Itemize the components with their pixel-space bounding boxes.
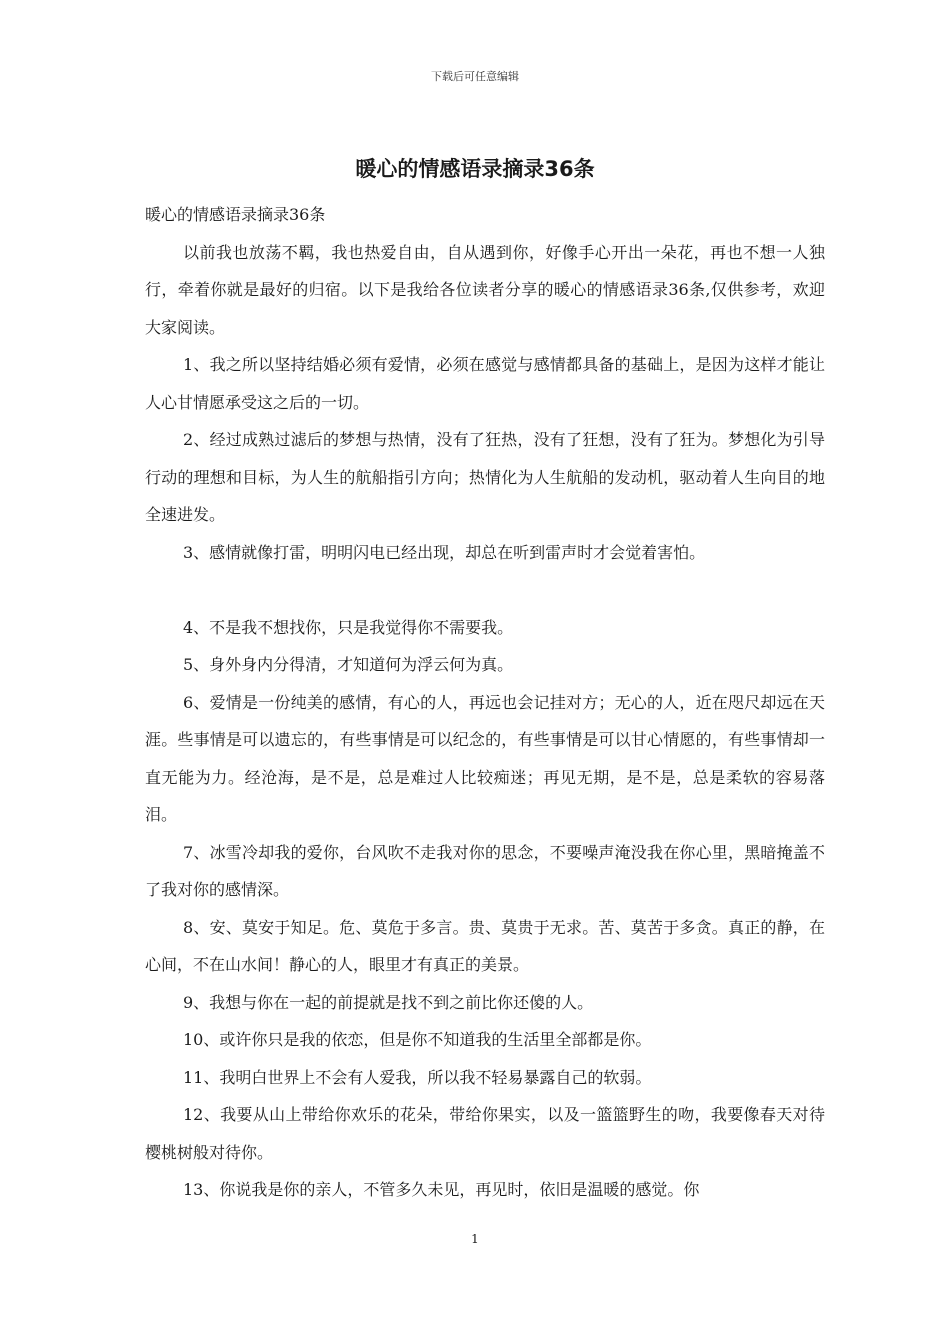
document-title: 暖心的情感语录摘录36条	[355, 157, 595, 181]
quote-paragraph-13: 13、你说我是你的亲人，不管多久未见，再见时，依旧是温暖的感觉。你	[183, 1180, 700, 1199]
page-number: 1	[471, 1232, 479, 1246]
document-body	[145, 196, 825, 1209]
quote-paragraph-2: 2、经过成熟过滤后的梦想与热情，没有了狂热，没有了狂想，没有了狂为。梦想化为引导行动的理想和目标，为人生的航船指引方向；热情化为人生航船的发动机，驱动着人生向目的地全速进发。	[145, 430, 825, 524]
intro-paragraph: 以前我也放荡不羁，我也热爱自由，自从遇到你，好像手心开出一朵花，再也不想一人独行，牵着你就是最好的归宿。以下是我给各位读者分享的暖心的情感语录36条,仅供参考，欢迎大家阅读。	[145, 242, 825, 337]
quote-paragraph-3: 3、感情就像打雷，明明闪电已经出现，却总在听到雷声时才会觉着害怕。	[183, 542, 706, 562]
quote-paragraph-8: 8、安、莫安于知足。危、莫危于多言。贵、莫贵于无求。苦、莫苦于多贪。真正的静，在心间，不在山水间！静心的人，眼里才有真正的美景。	[145, 917, 825, 974]
quote-paragraph-10: 10、或许你只是我的依恋，但是你不知道我的生活里全部都是你。	[183, 1030, 652, 1049]
quote-paragraph-12: 12、我要从山上带给你欢乐的花朵，带给你果实，以及一篮篮野生的吻，我要像春天对待樱桃树般对待你。	[145, 1105, 825, 1162]
quote-paragraph-11: 11、我明白世界上不会有人爱我，所以我不轻易暴露自己的软弱。	[183, 1067, 652, 1087]
quote-paragraph-5: 5、身外身内分得清，才知道何为浮云何为真。	[183, 655, 514, 674]
blank-line	[145, 571, 825, 609]
quote-paragraph-1: 1、我之所以坚持结婚必须有爱情，必须在感觉与感情都具备的基础上，是因为这样才能让人心甘情愿承受这之后的一切。	[145, 355, 825, 412]
quote-paragraph-6: 6、爱情是一份纯美的感情，有心的人，再远也会记挂对方；无心的人，近在咫尺却远在天涯。些事情是可以遗忘的，有些事情是可以纪念的，有些事情是可以甘心情愿的，有些事情却一直无能为力。经沧海，是不是，总是难过人比较痴迷；再见无期，是不是，总是柔软的容易落泪。	[145, 692, 825, 824]
header-note: 下载后可任意编辑	[431, 70, 519, 83]
quote-paragraph-4: 4、不是我不想找你，只是我觉得你不需要我。	[183, 617, 514, 637]
document-subtitle: 暖心的情感语录摘录36条	[145, 205, 326, 224]
quote-paragraph-7: 7、冰雪冷却我的爱你，台风吹不走我对你的思念，不要噪声淹没我在你心里，黑暗掩盖不了我对你的感情深。	[145, 842, 825, 899]
quote-paragraph-9: 9、我想与你在一起的前提就是找不到之前比你还傻的人。	[183, 992, 594, 1012]
